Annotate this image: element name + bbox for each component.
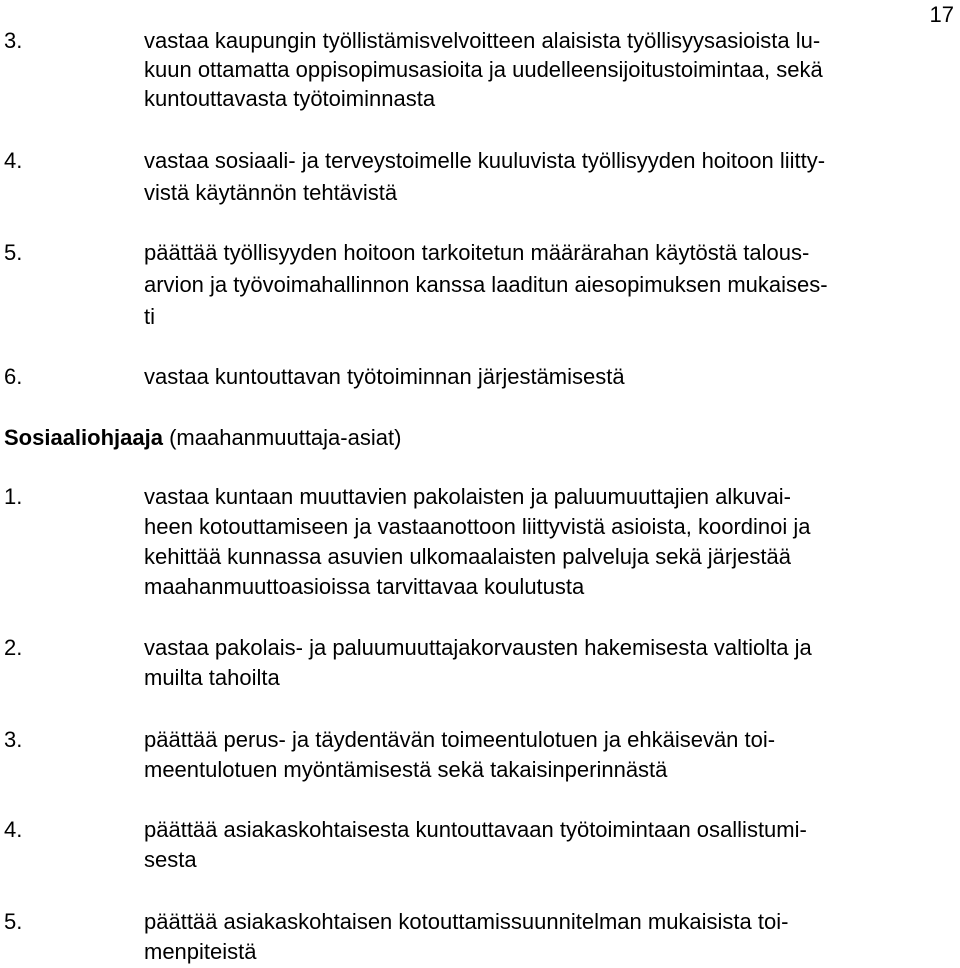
list-item-text: heen kotouttamiseen ja vastaanottoon liittyvistä asioista, koordinoi ja: [144, 514, 811, 539]
list-item-number: 3.: [4, 727, 23, 752]
list-item-number: 1.: [4, 484, 23, 509]
list-item-number: 2.: [4, 635, 23, 660]
list-item-text: kuun ottamatta oppisopimusasioita ja uudelleensijoitustoimintaa, sekä: [144, 57, 823, 82]
list-item-text: vastaa kuntouttavan työtoiminnan järjestämisestä: [144, 364, 625, 389]
heading-title: Sosiaaliohjaaja: [4, 425, 163, 450]
list-item-text: arvion ja työvoimahallinnon kanssa laaditun aiesopimuksen mukaises-: [144, 272, 828, 297]
list-item-text: vastaa kaupungin työllistämisvelvoitteen alaisista työllisyysasioista lu-: [144, 28, 821, 53]
list-item-text: päättää perus- ja täydentävän toimeentulotuen ja ehkäisevän toi-: [144, 727, 776, 752]
list-item-text: maahanmuuttoasioissa tarvittavaa koulutusta: [144, 574, 585, 599]
list-item-text: muilta tahoilta: [144, 665, 280, 690]
list-item-text: vistä käytännön tehtävistä: [144, 180, 398, 205]
list-item-text: vastaa pakolais- ja paluumuuttajakorvausten hakemisesta valtiolta ja: [144, 635, 812, 660]
section-heading: [4, 423, 401, 453]
list-item-number: 4.: [4, 817, 23, 842]
list-item-text: ti: [144, 304, 155, 329]
list-item-text: päättää asiakaskohtaisen kotouttamissuunnitelman mukaisista toi-: [144, 909, 789, 934]
list-item-number: 6.: [4, 364, 23, 389]
list-item-text: meentulotuen myöntämisestä sekä takaisinperinnästä: [144, 757, 668, 782]
list-item-text: päättää asiakaskohtaisesta kuntouttavaan työtoimintaan osallistumi-: [144, 817, 807, 842]
list-item-text: sesta: [144, 847, 197, 872]
list-item-text: kehittää kunnassa asuvien ulkomaalaisten palveluja sekä järjestää: [144, 544, 791, 569]
list-item-text: vastaa sosiaali- ja terveystoimelle kuuluvista työllisyyden hoitoon liitty-: [144, 148, 826, 173]
list-item-number: 5.: [4, 240, 23, 265]
page-number: 17: [929, 2, 954, 27]
list-item-text: päättää työllisyyden hoitoon tarkoitetun määrärahan käytöstä talous-: [144, 240, 810, 265]
list-item-text: menpiteistä: [144, 939, 257, 964]
list-item-number: 4.: [4, 148, 23, 173]
list-item-number: 5.: [4, 909, 23, 934]
heading-subtitle: (maahanmuuttaja-asiat): [162, 425, 402, 450]
list-item-text: vastaa kuntaan muuttavien pakolaisten ja paluumuuttajien alkuvai-: [144, 484, 791, 509]
list-item-number: 3.: [4, 28, 23, 53]
list-item-text: kuntouttavasta työtoiminnasta: [144, 86, 436, 111]
